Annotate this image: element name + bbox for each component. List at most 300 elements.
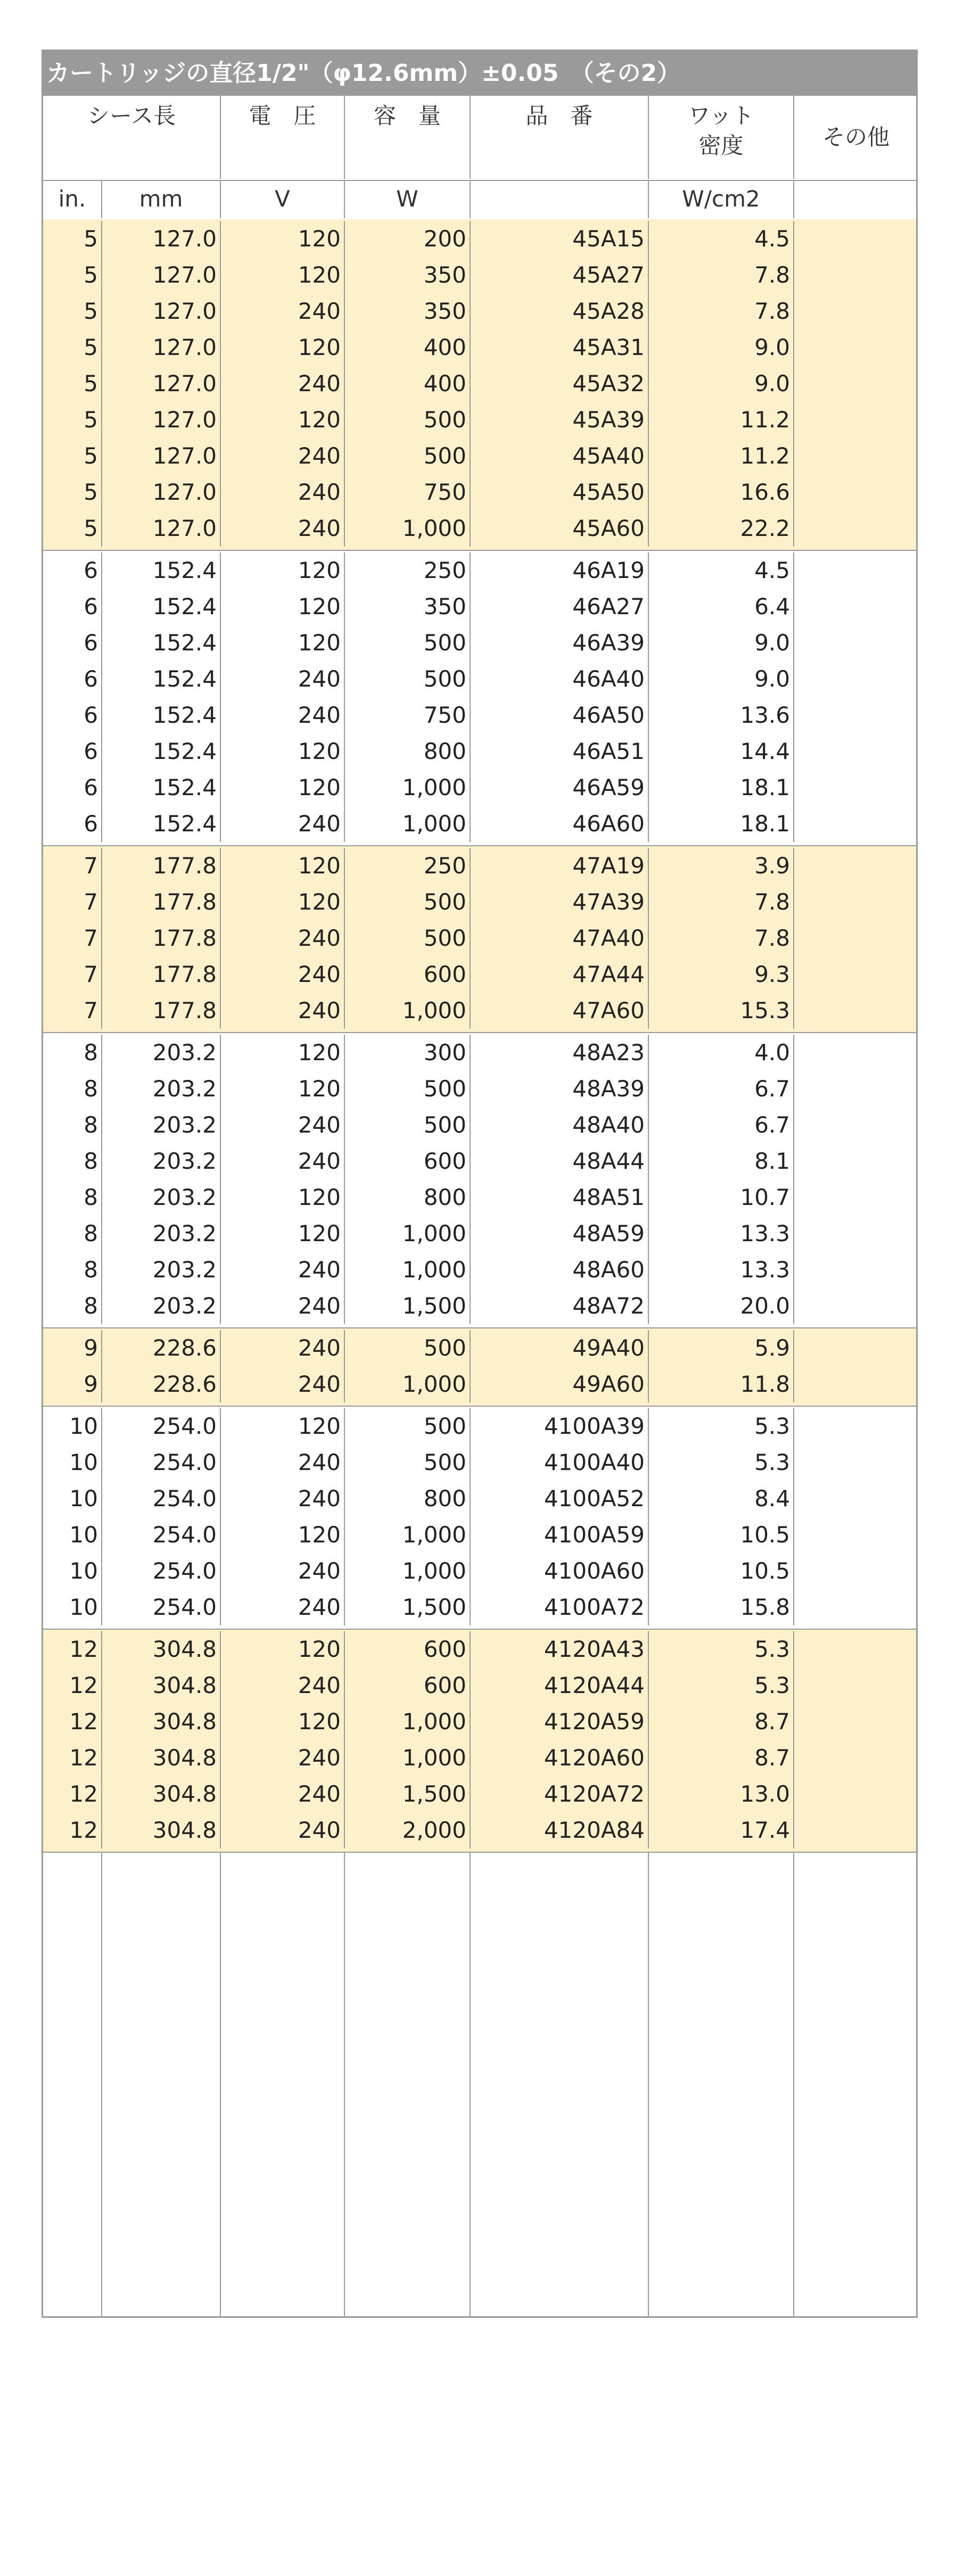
cell-voltage: 240 — [221, 510, 345, 547]
cell-other — [794, 1252, 918, 1288]
cell-inch: 12 — [43, 1704, 102, 1740]
cell-part-number: 47A44 — [471, 956, 649, 993]
cell-mm: 304.8 — [102, 1667, 221, 1704]
unit-watt: W — [345, 180, 471, 218]
cell-other — [794, 806, 918, 842]
cell-part-number: 49A60 — [471, 1366, 649, 1402]
cell-voltage: 120 — [221, 257, 345, 293]
cell-other — [794, 1107, 918, 1143]
table-row — [43, 848, 916, 884]
cell-voltage: 240 — [221, 1776, 345, 1812]
cell-mm: 152.4 — [102, 697, 221, 733]
cell-watt-density: 10.5 — [649, 1517, 794, 1553]
cell-wattage: 500 — [345, 402, 471, 438]
cell-inch: 5 — [43, 366, 102, 402]
cell-part-number: 47A19 — [471, 848, 649, 884]
unit-mm: mm — [102, 180, 221, 218]
cell-watt-density: 3.9 — [649, 848, 794, 884]
table-row — [43, 733, 916, 770]
table-row — [43, 1071, 916, 1107]
table-row — [43, 589, 916, 625]
cell-part-number: 4100A52 — [471, 1481, 649, 1517]
cell-wattage: 1,000 — [345, 1366, 471, 1402]
table-row — [43, 1408, 916, 1444]
cell-mm: 152.4 — [102, 733, 221, 770]
cell-voltage: 120 — [221, 848, 345, 884]
cell-mm: 304.8 — [102, 1631, 221, 1667]
cell-inch: 6 — [43, 770, 102, 806]
cell-watt-density: 6.7 — [649, 1107, 794, 1143]
cell-inch: 5 — [43, 438, 102, 474]
cell-wattage: 500 — [345, 625, 471, 661]
cell-inch: 7 — [43, 956, 102, 993]
cell-mm: 203.2 — [102, 1107, 221, 1143]
cell-other — [794, 510, 918, 547]
cell-other — [794, 1481, 918, 1517]
table-row — [43, 329, 916, 366]
table-row — [43, 402, 916, 438]
row-group — [43, 1328, 916, 1407]
cell-other — [794, 402, 918, 438]
table-row — [43, 1366, 916, 1402]
header-watt-density-line1: ワット — [688, 103, 754, 129]
cell-watt-density: 17.4 — [649, 1812, 794, 1848]
cell-voltage: 240 — [221, 697, 345, 733]
cell-inch: 12 — [43, 1740, 102, 1776]
cell-part-number: 45A32 — [471, 366, 649, 402]
cell-voltage: 240 — [221, 920, 345, 956]
cell-inch: 10 — [43, 1408, 102, 1444]
cell-watt-density: 4.0 — [649, 1035, 794, 1071]
cell-watt-density: 9.0 — [649, 625, 794, 661]
cell-voltage: 120 — [221, 1035, 345, 1071]
cell-other — [794, 1812, 918, 1848]
cell-mm: 304.8 — [102, 1740, 221, 1776]
cell-mm: 127.0 — [102, 329, 221, 366]
cell-other — [794, 1216, 918, 1252]
cell-mm: 127.0 — [102, 474, 221, 510]
table-row — [43, 1288, 916, 1324]
cell-inch: 7 — [43, 993, 102, 1029]
cell-watt-density: 6.4 — [649, 589, 794, 625]
cell-mm: 152.4 — [102, 806, 221, 842]
cell-watt-density: 7.8 — [649, 920, 794, 956]
cell-other — [794, 1517, 918, 1553]
table-row — [43, 1330, 916, 1366]
cell-watt-density: 11.2 — [649, 438, 794, 474]
cell-inch: 9 — [43, 1330, 102, 1366]
table-row — [43, 221, 916, 257]
cell-part-number: 48A59 — [471, 1216, 649, 1252]
cell-part-number: 48A39 — [471, 1071, 649, 1107]
cell-voltage: 120 — [221, 402, 345, 438]
cell-watt-density: 22.2 — [649, 510, 794, 547]
table-row — [43, 625, 916, 661]
cell-wattage: 350 — [345, 589, 471, 625]
cell-inch: 9 — [43, 1366, 102, 1402]
cell-watt-density: 9.0 — [649, 661, 794, 697]
cell-part-number: 45A31 — [471, 329, 649, 366]
cell-other — [794, 697, 918, 733]
cell-other — [794, 293, 918, 329]
cell-part-number: 4100A39 — [471, 1408, 649, 1444]
cell-inch: 12 — [43, 1667, 102, 1704]
cell-mm: 177.8 — [102, 848, 221, 884]
cell-voltage: 240 — [221, 293, 345, 329]
cell-inch: 12 — [43, 1812, 102, 1848]
cell-other — [794, 221, 918, 257]
cell-inch: 6 — [43, 552, 102, 589]
cell-mm: 254.0 — [102, 1481, 221, 1517]
cell-mm: 203.2 — [102, 1071, 221, 1107]
cell-wattage: 500 — [345, 1330, 471, 1366]
table-body — [43, 219, 916, 1853]
cell-voltage: 240 — [221, 1812, 345, 1848]
cell-voltage: 120 — [221, 221, 345, 257]
header-watt-density — [649, 96, 794, 179]
cell-wattage: 600 — [345, 956, 471, 993]
cell-inch: 8 — [43, 1216, 102, 1252]
table-row — [43, 956, 916, 993]
cell-wattage: 350 — [345, 257, 471, 293]
cell-part-number: 4100A59 — [471, 1517, 649, 1553]
cell-part-number: 4120A59 — [471, 1704, 649, 1740]
cell-wattage: 1,000 — [345, 1517, 471, 1553]
cell-inch: 6 — [43, 589, 102, 625]
cell-watt-density: 7.8 — [649, 293, 794, 329]
cell-other — [794, 1071, 918, 1107]
cell-other — [794, 1631, 918, 1667]
table-row — [43, 1252, 916, 1288]
cell-wattage: 1,000 — [345, 770, 471, 806]
cell-mm: 177.8 — [102, 884, 221, 920]
cell-watt-density: 5.3 — [649, 1631, 794, 1667]
cell-mm: 203.2 — [102, 1288, 221, 1324]
cell-voltage: 240 — [221, 1288, 345, 1324]
cell-wattage: 250 — [345, 552, 471, 589]
cell-inch: 8 — [43, 1288, 102, 1324]
cell-inch: 6 — [43, 733, 102, 770]
cell-mm: 152.4 — [102, 625, 221, 661]
cell-wattage: 500 — [345, 1408, 471, 1444]
cell-wattage: 400 — [345, 329, 471, 366]
cell-part-number: 47A39 — [471, 884, 649, 920]
table-row — [43, 1481, 916, 1517]
table-row — [43, 697, 916, 733]
table-title: カートリッジの直径1/2"（φ12.6mm）±0.05 （その2） — [43, 51, 916, 96]
cell-wattage: 750 — [345, 697, 471, 733]
cell-other — [794, 1704, 918, 1740]
cell-watt-density: 11.2 — [649, 402, 794, 438]
cell-inch: 10 — [43, 1589, 102, 1625]
cell-part-number: 48A44 — [471, 1143, 649, 1179]
cell-mm: 254.0 — [102, 1517, 221, 1553]
cell-other — [794, 920, 918, 956]
cell-inch: 8 — [43, 1035, 102, 1071]
cell-other — [794, 1143, 918, 1179]
cell-mm: 177.8 — [102, 956, 221, 993]
cell-wattage: 750 — [345, 474, 471, 510]
cell-wattage: 1,500 — [345, 1776, 471, 1812]
cell-other — [794, 1288, 918, 1324]
cell-other — [794, 1330, 918, 1366]
header-capacity: 容 量 — [345, 96, 471, 179]
cell-watt-density: 16.6 — [649, 474, 794, 510]
unit-other — [794, 180, 918, 218]
cell-wattage: 1,000 — [345, 1252, 471, 1288]
cell-mm: 228.6 — [102, 1330, 221, 1366]
cell-part-number: 46A39 — [471, 625, 649, 661]
cell-mm: 254.0 — [102, 1553, 221, 1589]
cell-watt-density: 18.1 — [649, 770, 794, 806]
cell-inch: 12 — [43, 1776, 102, 1812]
cell-other — [794, 552, 918, 589]
cell-wattage: 500 — [345, 920, 471, 956]
cell-part-number: 48A40 — [471, 1107, 649, 1143]
cell-wattage: 800 — [345, 1481, 471, 1517]
header-other: その他 — [822, 124, 890, 150]
cell-inch: 5 — [43, 293, 102, 329]
cell-other — [794, 1179, 918, 1216]
cell-part-number: 4120A43 — [471, 1631, 649, 1667]
cell-other — [794, 474, 918, 510]
cell-mm: 203.2 — [102, 1143, 221, 1179]
cell-mm: 127.0 — [102, 257, 221, 293]
table-row — [43, 510, 916, 547]
cell-wattage: 1,000 — [345, 1740, 471, 1776]
cell-part-number: 48A60 — [471, 1252, 649, 1288]
cell-watt-density: 5.9 — [649, 1330, 794, 1366]
cell-mm: 228.6 — [102, 1366, 221, 1402]
row-group — [43, 1033, 916, 1328]
cell-wattage: 500 — [345, 1107, 471, 1143]
row-group — [43, 1407, 916, 1630]
cell-inch: 7 — [43, 920, 102, 956]
table-row — [43, 366, 916, 402]
cell-watt-density: 14.4 — [649, 733, 794, 770]
cell-watt-density: 13.3 — [649, 1252, 794, 1288]
cell-other — [794, 661, 918, 697]
cell-other — [794, 438, 918, 474]
cell-inch: 5 — [43, 474, 102, 510]
cell-voltage: 120 — [221, 552, 345, 589]
cell-wattage: 2,000 — [345, 1812, 471, 1848]
unit-part — [471, 180, 649, 218]
cell-part-number: 46A19 — [471, 552, 649, 589]
cell-mm: 127.0 — [102, 438, 221, 474]
cell-mm: 304.8 — [102, 1704, 221, 1740]
table-row — [43, 438, 916, 474]
cell-inch: 8 — [43, 1071, 102, 1107]
cell-part-number: 45A40 — [471, 438, 649, 474]
cell-inch: 8 — [43, 1252, 102, 1288]
cell-part-number: 48A23 — [471, 1035, 649, 1071]
cell-wattage: 1,500 — [345, 1589, 471, 1625]
cell-mm: 152.4 — [102, 552, 221, 589]
cell-part-number: 4100A60 — [471, 1553, 649, 1589]
cell-inch: 7 — [43, 884, 102, 920]
cell-watt-density: 20.0 — [649, 1288, 794, 1324]
cell-other — [794, 1740, 918, 1776]
header-row-labels — [43, 96, 916, 181]
cell-voltage: 240 — [221, 993, 345, 1029]
cell-mm: 203.2 — [102, 1252, 221, 1288]
cell-voltage: 240 — [221, 474, 345, 510]
cell-mm: 304.8 — [102, 1812, 221, 1848]
table-empty-area — [43, 1853, 916, 2316]
cell-watt-density: 10.7 — [649, 1179, 794, 1216]
cell-other — [794, 625, 918, 661]
header-sheath-length: シース長 — [43, 96, 221, 179]
cell-wattage: 500 — [345, 1071, 471, 1107]
cell-mm: 177.8 — [102, 920, 221, 956]
cell-wattage: 500 — [345, 1444, 471, 1481]
cell-mm: 127.0 — [102, 510, 221, 547]
cell-inch: 10 — [43, 1517, 102, 1553]
table-row — [43, 293, 916, 329]
unit-watt-density: W/cm2 — [649, 180, 794, 218]
cell-part-number: 4120A72 — [471, 1776, 649, 1812]
cell-watt-density: 7.8 — [649, 257, 794, 293]
cell-part-number: 45A15 — [471, 221, 649, 257]
unit-inch: in. — [43, 180, 102, 218]
cell-mm: 203.2 — [102, 1035, 221, 1071]
table-row — [43, 257, 916, 293]
table-row — [43, 474, 916, 510]
table-row — [43, 1107, 916, 1143]
cell-watt-density: 11.8 — [649, 1366, 794, 1402]
cell-wattage: 1,000 — [345, 806, 471, 842]
cell-watt-density: 10.5 — [649, 1553, 794, 1589]
table-row — [43, 1444, 916, 1481]
cell-other — [794, 848, 918, 884]
table-row — [43, 920, 916, 956]
cell-voltage: 240 — [221, 806, 345, 842]
cell-mm: 304.8 — [102, 1776, 221, 1812]
header-voltage: 電 圧 — [221, 96, 345, 179]
cell-mm: 152.4 — [102, 661, 221, 697]
row-group — [43, 219, 916, 551]
cell-part-number: 46A27 — [471, 589, 649, 625]
cell-voltage: 240 — [221, 438, 345, 474]
cell-mm: 254.0 — [102, 1444, 221, 1481]
cell-mm: 152.4 — [102, 589, 221, 625]
row-group — [43, 1630, 916, 1853]
cell-part-number: 48A51 — [471, 1179, 649, 1216]
cell-mm: 203.2 — [102, 1179, 221, 1216]
cell-wattage: 1,500 — [345, 1288, 471, 1324]
table-row — [43, 1589, 916, 1625]
cell-voltage: 120 — [221, 1631, 345, 1667]
table-row — [43, 1667, 916, 1704]
cell-wattage: 600 — [345, 1143, 471, 1179]
cell-wattage: 800 — [345, 1179, 471, 1216]
cell-voltage: 240 — [221, 1481, 345, 1517]
table-row — [43, 1776, 916, 1812]
cell-part-number: 4100A72 — [471, 1589, 649, 1625]
table-row — [43, 552, 916, 589]
spec-table — [42, 49, 918, 2318]
cell-part-number: 45A28 — [471, 293, 649, 329]
cell-inch: 6 — [43, 661, 102, 697]
cell-inch: 6 — [43, 806, 102, 842]
cell-mm: 127.0 — [102, 402, 221, 438]
cell-part-number: 48A72 — [471, 1288, 649, 1324]
cell-inch: 8 — [43, 1143, 102, 1179]
cell-watt-density: 8.1 — [649, 1143, 794, 1179]
cell-mm: 177.8 — [102, 993, 221, 1029]
cell-part-number: 4100A40 — [471, 1444, 649, 1481]
cell-watt-density: 8.4 — [649, 1481, 794, 1517]
cell-other — [794, 1553, 918, 1589]
cell-mm: 203.2 — [102, 1216, 221, 1252]
cell-watt-density: 9.3 — [649, 956, 794, 993]
cell-voltage: 120 — [221, 770, 345, 806]
cell-other — [794, 993, 918, 1029]
cell-voltage: 240 — [221, 1330, 345, 1366]
cell-watt-density: 18.1 — [649, 806, 794, 842]
cell-part-number: 45A39 — [471, 402, 649, 438]
cell-inch: 8 — [43, 1179, 102, 1216]
cell-watt-density: 5.3 — [649, 1408, 794, 1444]
cell-watt-density: 8.7 — [649, 1704, 794, 1740]
cell-other — [794, 1035, 918, 1071]
cell-other — [794, 733, 918, 770]
cell-other — [794, 1667, 918, 1704]
cell-other — [794, 1408, 918, 1444]
cell-voltage: 120 — [221, 1704, 345, 1740]
cell-watt-density: 13.0 — [649, 1776, 794, 1812]
cell-watt-density: 9.0 — [649, 366, 794, 402]
cell-part-number: 4120A84 — [471, 1812, 649, 1848]
table-row — [43, 1553, 916, 1589]
table-row — [43, 1740, 916, 1776]
cell-watt-density: 8.7 — [649, 1740, 794, 1776]
table-row — [43, 1704, 916, 1740]
cell-voltage: 240 — [221, 1553, 345, 1589]
cell-other — [794, 1589, 918, 1625]
table-row — [43, 884, 916, 920]
cell-wattage: 200 — [345, 221, 471, 257]
header-watt-density-line2: 密度 — [698, 133, 744, 159]
cell-wattage: 800 — [345, 733, 471, 770]
cell-wattage: 400 — [345, 366, 471, 402]
cell-voltage: 120 — [221, 733, 345, 770]
cell-inch: 5 — [43, 510, 102, 547]
cell-other — [794, 770, 918, 806]
cell-wattage: 500 — [345, 661, 471, 697]
header-row-units — [43, 180, 916, 220]
cell-inch: 12 — [43, 1631, 102, 1667]
cell-voltage: 120 — [221, 1216, 345, 1252]
cell-part-number: 4120A60 — [471, 1740, 649, 1776]
cell-wattage: 1,000 — [345, 1704, 471, 1740]
cell-inch: 10 — [43, 1553, 102, 1589]
cell-watt-density: 5.3 — [649, 1667, 794, 1704]
cell-voltage: 240 — [221, 661, 345, 697]
cell-part-number: 47A60 — [471, 993, 649, 1029]
table-row — [43, 661, 916, 697]
cell-watt-density: 15.8 — [649, 1589, 794, 1625]
cell-voltage: 120 — [221, 1408, 345, 1444]
cell-inch: 5 — [43, 257, 102, 293]
cell-inch: 5 — [43, 329, 102, 366]
cell-voltage: 240 — [221, 1143, 345, 1179]
cell-wattage: 500 — [345, 884, 471, 920]
cell-watt-density: 7.8 — [649, 884, 794, 920]
cell-wattage: 350 — [345, 293, 471, 329]
cell-inch: 5 — [43, 402, 102, 438]
